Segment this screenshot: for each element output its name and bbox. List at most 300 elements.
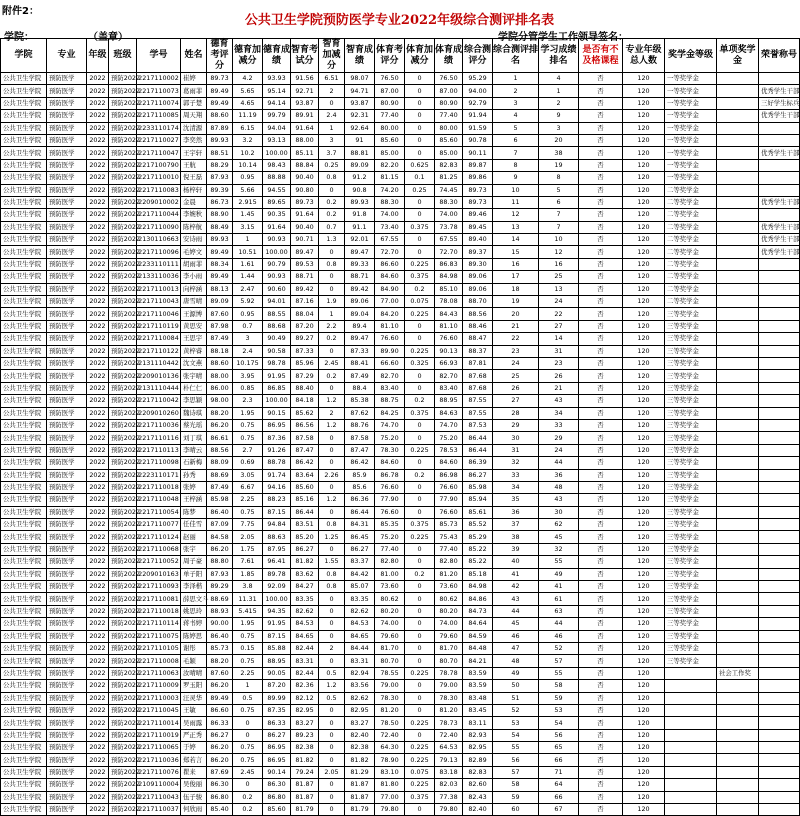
cell-pe-total: 85.60 <box>435 134 463 146</box>
cell-total-students: 120 <box>623 754 665 766</box>
cell-pe-bonus: 0.2 <box>405 283 435 295</box>
cell-failed-course: 否 <box>579 370 623 382</box>
cell-grade: 2022 <box>87 469 109 481</box>
cell-moral-bonus: 2.05 <box>233 531 263 543</box>
cell-moral-total: 87.36 <box>263 432 291 444</box>
cell-grade: 2022 <box>87 667 109 679</box>
cell-honor-title <box>759 630 800 642</box>
cell-failed-course: 否 <box>579 519 623 531</box>
cell-name: 单子阳 <box>181 568 207 580</box>
cell-pe-total: 80.90 <box>435 97 463 109</box>
cell-intellect-score: 83.27 <box>291 717 319 729</box>
cell-grade: 2022 <box>87 444 109 456</box>
cell-moral-total: 92.09 <box>263 581 291 593</box>
cell-college: 公共卫生学院 <box>1 494 47 506</box>
cell-major: 预防医学 <box>47 655 87 667</box>
cell-pe-score: 79.00 <box>375 680 405 692</box>
cell-pe-score: 84.90 <box>375 283 405 295</box>
cell-scholarship-level: 三等奖学金 <box>665 568 717 580</box>
cell-college: 公共卫生学院 <box>1 754 47 766</box>
cell-class: 预防2022 <box>109 271 137 283</box>
cell-major: 预防医学 <box>47 779 87 791</box>
cell-pe-score: 78.30 <box>375 692 405 704</box>
cell-intellect-bonus: 0 <box>319 97 345 109</box>
cell-class: 预防2022 <box>109 147 137 159</box>
cell-moral-score: 88.69 <box>207 469 233 481</box>
cell-honor-title <box>759 642 800 654</box>
cell-class: 预防2022 <box>109 234 137 246</box>
cell-honor-title <box>759 581 800 593</box>
cell-honor-title <box>759 444 800 456</box>
cell-name: 汪灵华 <box>181 692 207 704</box>
cell-intellect-bonus: 0 <box>319 432 345 444</box>
cell-pe-score: 80.00 <box>375 122 405 134</box>
cell-study-rank: 45 <box>539 531 579 543</box>
cell-pe-score: 80.62 <box>375 593 405 605</box>
cell-intellect-score: 85.11 <box>291 147 319 159</box>
cell-moral-total: 90.49 <box>263 333 291 345</box>
cell-class: 预防2022 <box>109 630 137 642</box>
table-row <box>1 246 800 258</box>
cell-total-students: 120 <box>623 655 665 667</box>
cell-study-rank: 49 <box>539 568 579 580</box>
cell-scholarship-level: 一等奖学金 <box>665 85 717 97</box>
cell-moral-bonus: 0.69 <box>233 457 263 469</box>
cell-scholarship-level <box>665 667 717 679</box>
cell-intellect-total: 92.01 <box>345 234 375 246</box>
cell-moral-score: 86.40 <box>207 506 233 518</box>
cell-composite-rank: 15 <box>493 246 539 258</box>
cell-study-rank: 46 <box>539 630 579 642</box>
cell-major: 预防医学 <box>47 196 87 208</box>
cell-pe-bonus: 0.225 <box>405 754 435 766</box>
cell-scholarship-level: 二等奖学金 <box>665 271 717 283</box>
cell-single-scholarship <box>717 506 759 518</box>
table-row <box>1 680 800 692</box>
cell-major: 预防医学 <box>47 717 87 729</box>
cell-pe-score: 85.00 <box>375 147 405 159</box>
cell-moral-bonus: 2.7 <box>233 444 263 456</box>
cell-study-rank: 22 <box>539 308 579 320</box>
cell-honor-title <box>759 345 800 357</box>
cell-major: 预防医学 <box>47 357 87 369</box>
cell-honor-title <box>759 73 800 85</box>
cell-moral-total: 90.93 <box>263 271 291 283</box>
cell-major: 预防医学 <box>47 581 87 593</box>
header-single-scholarship: 单项奖学金 <box>717 39 759 73</box>
cell-intellect-bonus: 0.2 <box>319 333 345 345</box>
cell-pe-bonus: 0.225 <box>405 308 435 320</box>
cell-pe-bonus: 0.225 <box>405 667 435 679</box>
cell-moral-bonus: 0 <box>233 779 263 791</box>
cell-major: 预防医学 <box>47 506 87 518</box>
cell-pe-total: 85.73 <box>435 519 463 531</box>
cell-failed-course: 否 <box>579 258 623 270</box>
cell-failed-course: 否 <box>579 543 623 555</box>
table-row <box>1 717 800 729</box>
cell-composite-score: 89.30 <box>463 258 493 270</box>
cell-pe-total: 79.00 <box>435 680 463 692</box>
cell-total-students: 120 <box>623 729 665 741</box>
cell-intellect-score: 88.40 <box>291 382 319 394</box>
cell-intellect-score: 89.53 <box>291 258 319 270</box>
cell-name: 黄思安 <box>181 320 207 332</box>
cell-total-students: 120 <box>623 804 665 816</box>
cell-major: 预防医学 <box>47 556 87 568</box>
cell-total-students: 120 <box>623 766 665 778</box>
cell-total-students: 120 <box>623 283 665 295</box>
cell-student-id: 2217110119 <box>137 320 181 332</box>
cell-intellect-total: 83.35 <box>345 593 375 605</box>
cell-study-rank: 48 <box>539 481 579 493</box>
cell-moral-bonus: 5.66 <box>233 184 263 196</box>
cell-pe-score: 77.00 <box>375 791 405 803</box>
cell-study-rank: 6 <box>539 196 579 208</box>
table-row <box>1 283 800 295</box>
cell-failed-course: 否 <box>579 692 623 704</box>
cell-failed-course: 否 <box>579 172 623 184</box>
cell-college: 公共卫生学院 <box>1 531 47 543</box>
cell-failed-course: 否 <box>579 630 623 642</box>
cell-composite-score: 86.27 <box>463 469 493 481</box>
cell-single-scholarship <box>717 370 759 382</box>
cell-scholarship-level: 二等奖学金 <box>665 196 717 208</box>
cell-grade: 2022 <box>87 382 109 394</box>
cell-single-scholarship <box>717 642 759 654</box>
cell-scholarship-level: 二等奖学金 <box>665 296 717 308</box>
cell-failed-course: 否 <box>579 531 623 543</box>
cell-student-id: 2217110009 <box>137 680 181 692</box>
cell-grade: 2022 <box>87 605 109 617</box>
cell-moral-score: 87.49 <box>207 333 233 345</box>
cell-name: 陈梦 <box>181 506 207 518</box>
cell-major: 预防医学 <box>47 766 87 778</box>
cell-honor-title <box>759 605 800 617</box>
cell-major: 预防医学 <box>47 593 87 605</box>
cell-name: 陈梓航 <box>181 221 207 233</box>
cell-study-rank: 66 <box>539 791 579 803</box>
cell-moral-bonus: 4.2 <box>233 73 263 85</box>
cell-student-id: 2217110010 <box>137 172 181 184</box>
cell-composite-rank: 54 <box>493 729 539 741</box>
cell-moral-bonus: 1 <box>233 234 263 246</box>
cell-scholarship-level: 三等奖学金 <box>665 543 717 555</box>
cell-pe-bonus: 0 <box>405 680 435 692</box>
cell-scholarship-level <box>665 717 717 729</box>
cell-pe-score: 89.90 <box>375 345 405 357</box>
cell-pe-score: 81.00 <box>375 568 405 580</box>
cell-class: 预防2022 <box>109 742 137 754</box>
cell-intellect-total: 88.81 <box>345 147 375 159</box>
cell-major: 预防医学 <box>47 271 87 283</box>
cell-single-scholarship <box>717 382 759 394</box>
cell-intellect-total: 84.44 <box>345 642 375 654</box>
cell-moral-score: 88.90 <box>207 209 233 221</box>
cell-grade: 2022 <box>87 407 109 419</box>
cell-student-id: 2217110018 <box>137 605 181 617</box>
cell-composite-score: 83.48 <box>463 692 493 704</box>
cell-study-rank: 13 <box>539 283 579 295</box>
cell-intellect-bonus: 1 <box>319 122 345 134</box>
cell-single-scholarship <box>717 407 759 419</box>
cell-pe-score: 74.00 <box>375 618 405 630</box>
cell-pe-bonus: 0 <box>405 110 435 122</box>
cell-single-scholarship <box>717 804 759 816</box>
cell-composite-rank: 18 <box>493 283 539 295</box>
cell-composite-rank: 55 <box>493 742 539 754</box>
cell-moral-score: 89.09 <box>207 296 233 308</box>
cell-honor-title <box>759 680 800 692</box>
cell-intellect-score: 89.23 <box>291 729 319 741</box>
cell-failed-course: 否 <box>579 159 623 171</box>
cell-moral-total: 85.88 <box>263 642 291 654</box>
cell-intellect-score: 87.16 <box>291 296 319 308</box>
cell-pe-score: 82.70 <box>375 370 405 382</box>
cell-total-students: 120 <box>623 481 665 493</box>
cell-single-scholarship <box>717 432 759 444</box>
cell-single-scholarship <box>717 531 759 543</box>
cell-pe-score: 73.40 <box>375 221 405 233</box>
cell-moral-bonus: 2.915 <box>233 196 263 208</box>
cell-pe-total: 77.90 <box>435 494 463 506</box>
cell-intellect-bonus: 1.3 <box>319 234 345 246</box>
cell-study-rank: 29 <box>539 432 579 444</box>
cell-intellect-total: 83.31 <box>345 655 375 667</box>
cell-moral-total: 98.43 <box>263 159 291 171</box>
table-row <box>1 667 800 679</box>
cell-scholarship-level: 三等奖学金 <box>665 531 717 543</box>
cell-total-students: 120 <box>623 593 665 605</box>
cell-single-scholarship <box>717 234 759 246</box>
cell-class: 预防2022 <box>109 432 137 444</box>
cell-college: 公共卫生学院 <box>1 444 47 456</box>
cell-honor-title <box>759 593 800 605</box>
cell-student-id: 2217110008 <box>137 655 181 667</box>
cell-intellect-total: 85.9 <box>345 469 375 481</box>
cell-pe-score: 85.60 <box>375 134 405 146</box>
cell-moral-bonus: 3 <box>233 333 263 345</box>
cell-scholarship-level: 三等奖学金 <box>665 506 717 518</box>
cell-grade: 2022 <box>87 779 109 791</box>
cell-pe-bonus: 0 <box>405 605 435 617</box>
cell-name: 李小雨 <box>181 271 207 283</box>
cell-intellect-total: 93.87 <box>345 97 375 109</box>
cell-grade: 2022 <box>87 519 109 531</box>
header-honor-title: 荣誉称号 <box>759 39 800 73</box>
table-row <box>1 221 800 233</box>
cell-study-rank: 59 <box>539 692 579 704</box>
cell-class: 预防2022 <box>109 221 137 233</box>
cell-college: 公共卫生学院 <box>1 568 47 580</box>
cell-composite-rank: 14 <box>493 234 539 246</box>
cell-moral-score: 87.60 <box>207 667 233 679</box>
cell-name: 李婉秋 <box>181 209 207 221</box>
cell-total-students: 120 <box>623 667 665 679</box>
cell-name: 蔡光瑶 <box>181 419 207 431</box>
cell-major: 预防医学 <box>47 395 87 407</box>
cell-composite-rank: 52 <box>493 704 539 716</box>
cell-intellect-total: 91.1 <box>345 221 375 233</box>
cell-composite-rank: 11 <box>493 196 539 208</box>
cell-pe-bonus: 0.2 <box>405 469 435 481</box>
cell-intellect-score: 86.42 <box>291 457 319 469</box>
cell-pe-bonus: 0 <box>405 419 435 431</box>
cell-composite-rank: 6 <box>493 134 539 146</box>
cell-grade: 2022 <box>87 159 109 171</box>
cell-study-rank: 25 <box>539 271 579 283</box>
cell-pe-total: 74.00 <box>435 618 463 630</box>
cell-intellect-score: 81.87 <box>291 779 319 791</box>
cell-failed-course: 否 <box>579 407 623 419</box>
cell-college: 公共卫生学院 <box>1 630 47 642</box>
cell-intellect-bonus: 0 <box>319 704 345 716</box>
cell-failed-course: 否 <box>579 246 623 258</box>
cell-total-students: 120 <box>623 357 665 369</box>
cell-moral-score: 89.39 <box>207 184 233 196</box>
cell-composite-score: 85.94 <box>463 494 493 506</box>
cell-name: 吴俊丽 <box>181 779 207 791</box>
header-total-students: 专业年级总人数 <box>623 39 665 73</box>
cell-college: 公共卫生学院 <box>1 97 47 109</box>
cell-pe-total: 77.38 <box>435 791 463 803</box>
cell-pe-score: 86.60 <box>375 258 405 270</box>
cell-composite-rank: 9 <box>493 172 539 184</box>
cell-total-students: 120 <box>623 172 665 184</box>
cell-scholarship-level: 三等奖学金 <box>665 618 717 630</box>
cell-name: 周子豪 <box>181 556 207 568</box>
table-row <box>1 754 800 766</box>
cell-pe-bonus: 0.225 <box>405 258 435 270</box>
cell-moral-bonus: 7.75 <box>233 519 263 531</box>
cell-honor-title <box>759 134 800 146</box>
cell-pe-total: 86.98 <box>435 469 463 481</box>
cell-moral-total: 86.30 <box>263 779 291 791</box>
cell-student-id: 2217110073 <box>137 85 181 97</box>
cell-pe-score: 75.20 <box>375 531 405 543</box>
cell-study-rank: 27 <box>539 320 579 332</box>
cell-name: 安诗雨 <box>181 234 207 246</box>
cell-name: 何欣雨 <box>181 804 207 816</box>
cell-class: 预防2022 <box>109 519 137 531</box>
cell-composite-rank: 12 <box>493 209 539 221</box>
cell-moral-bonus: 5.65 <box>233 85 263 97</box>
cell-intellect-total: 98.07 <box>345 73 375 85</box>
cell-class: 预防2022 <box>109 481 137 493</box>
cell-student-id: 2217110052 <box>137 556 181 568</box>
cell-moral-bonus: 3.8 <box>233 581 263 593</box>
cell-single-scholarship <box>717 196 759 208</box>
cell-intellect-bonus: 0.25 <box>319 159 345 171</box>
cell-study-rank: 34 <box>539 407 579 419</box>
cell-college: 公共卫生学院 <box>1 320 47 332</box>
cell-failed-course: 否 <box>579 271 623 283</box>
cell-intellect-total: 84.65 <box>345 630 375 642</box>
cell-class: 预防2022 <box>109 667 137 679</box>
cell-study-rank: 19 <box>539 159 579 171</box>
table-row <box>1 469 800 481</box>
cell-class: 预防2022 <box>109 308 137 320</box>
cell-composite-score: 87.68 <box>463 370 493 382</box>
cell-pe-score: 83.40 <box>375 382 405 394</box>
cell-moral-score: 88.80 <box>207 556 233 568</box>
cell-moral-bonus: 0.95 <box>233 308 263 320</box>
cell-failed-course: 否 <box>579 444 623 456</box>
cell-total-students: 120 <box>623 134 665 146</box>
table-row <box>1 308 800 320</box>
cell-class: 预防2022 <box>109 333 137 345</box>
cell-major: 预防医学 <box>47 469 87 481</box>
cell-moral-total: 91.95 <box>263 370 291 382</box>
cell-scholarship-level: 三等奖学金 <box>665 519 717 531</box>
cell-class: 预防2022 <box>109 494 137 506</box>
cell-intellect-bonus: 0 <box>319 605 345 617</box>
cell-study-rank: 8 <box>539 172 579 184</box>
cell-grade: 2022 <box>87 134 109 146</box>
cell-major: 预防医学 <box>47 742 87 754</box>
cell-moral-bonus: 10.175 <box>233 357 263 369</box>
cell-composite-score: 84.98 <box>463 581 493 593</box>
cell-moral-bonus: 2.25 <box>233 494 263 506</box>
cell-grade: 2022 <box>87 147 109 159</box>
cell-failed-course: 否 <box>579 395 623 407</box>
cell-study-rank: 58 <box>539 680 579 692</box>
cell-intellect-total: 82.40 <box>345 729 375 741</box>
table-row <box>1 209 800 221</box>
cell-major: 预防医学 <box>47 234 87 246</box>
cell-student-id: 2217110054 <box>137 506 181 518</box>
cell-composite-rank: 26 <box>493 382 539 394</box>
cell-total-students: 120 <box>623 308 665 320</box>
cell-intellect-total: 82.62 <box>345 605 375 617</box>
cell-major: 预防医学 <box>47 519 87 531</box>
cell-moral-total: 90.35 <box>263 209 291 221</box>
cell-intellect-bonus: 0 <box>319 543 345 555</box>
cell-pe-score: 74.00 <box>375 209 405 221</box>
cell-moral-total: 86.95 <box>263 742 291 754</box>
cell-grade: 2022 <box>87 345 109 357</box>
cell-class: 预防2022 <box>109 766 137 778</box>
cell-major: 预防医学 <box>47 642 87 654</box>
cell-total-students: 120 <box>623 519 665 531</box>
cell-intellect-bonus: 0.8 <box>319 519 345 531</box>
cell-honor-title <box>759 742 800 754</box>
cell-pe-total: 66.93 <box>435 357 463 369</box>
cell-intellect-total: 83.56 <box>345 680 375 692</box>
cell-student-id: 2217110098 <box>137 457 181 469</box>
cell-grade: 2022 <box>87 630 109 642</box>
cell-pe-score: 78.30 <box>375 444 405 456</box>
cell-college: 公共卫生学院 <box>1 791 47 803</box>
cell-pe-total: 84.60 <box>435 457 463 469</box>
cell-moral-score: 86.60 <box>207 704 233 716</box>
cell-composite-rank: 39 <box>493 543 539 555</box>
table-row <box>1 618 800 630</box>
cell-scholarship-level: 三等奖学金 <box>665 308 717 320</box>
cell-moral-score: 88.69 <box>207 593 233 605</box>
cell-composite-score: 91.59 <box>463 122 493 134</box>
cell-single-scholarship <box>717 73 759 85</box>
cell-name: 孙秀 <box>181 469 207 481</box>
cell-composite-rank: 24 <box>493 357 539 369</box>
cell-single-scholarship <box>717 333 759 345</box>
cell-pe-total: 81.20 <box>435 704 463 716</box>
cell-grade: 2022 <box>87 742 109 754</box>
cell-moral-bonus: 10.14 <box>233 159 263 171</box>
cell-composite-score: 85.22 <box>463 556 493 568</box>
cell-intellect-score: 88.00 <box>291 134 319 146</box>
cell-pe-total: 88.95 <box>435 395 463 407</box>
cell-intellect-bonus: 0 <box>319 618 345 630</box>
